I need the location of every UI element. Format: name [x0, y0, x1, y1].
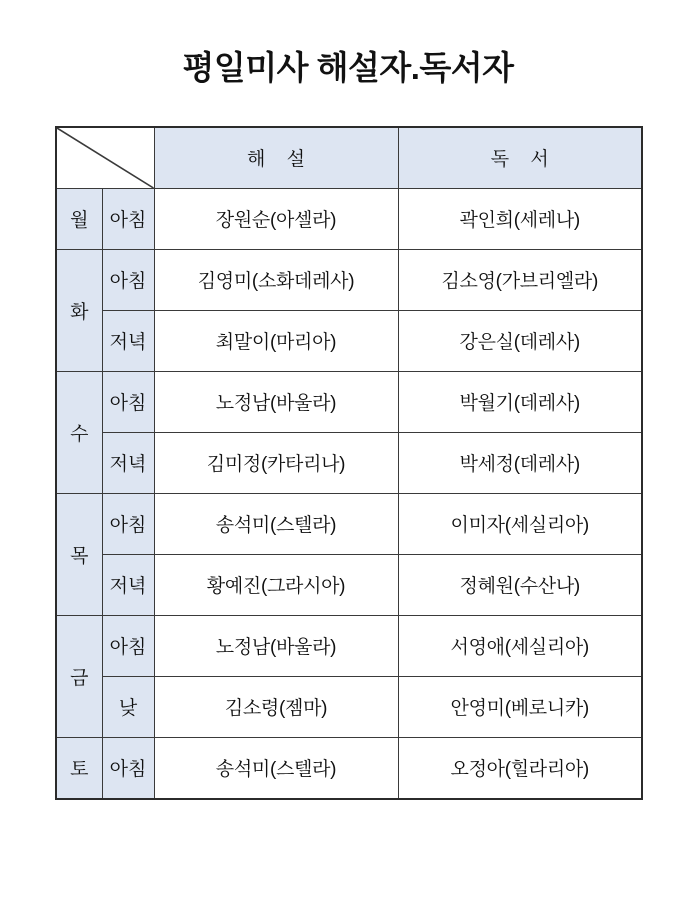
cell-time: 저녁 [102, 432, 154, 493]
cell-reading: 서영애(세실리아) [398, 615, 642, 676]
cell-reading: 김소영(가브리엘라) [398, 249, 642, 310]
cell-time: 아침 [102, 737, 154, 799]
table-row [56, 432, 642, 493]
table-row [56, 676, 642, 737]
cell-time: 아침 [102, 493, 154, 554]
cell-reading: 정혜원(수산나) [398, 554, 642, 615]
cell-time: 낮 [102, 676, 154, 737]
cell-narration: 송석미(스텔라) [154, 737, 398, 799]
cell-narration: 송석미(스텔라) [154, 493, 398, 554]
column-header-narration: 해 설 [154, 127, 398, 189]
cell-day: 금 [56, 615, 102, 737]
cell-time: 아침 [102, 371, 154, 432]
cell-reading: 곽인희(세레나) [398, 188, 642, 249]
table-row [56, 737, 642, 799]
table-header-row [56, 127, 642, 189]
cell-narration: 노정남(바울라) [154, 371, 398, 432]
cell-time: 아침 [102, 188, 154, 249]
table-row [56, 615, 642, 676]
column-header-reading: 독 서 [398, 127, 642, 189]
table-row [56, 493, 642, 554]
schedule-table [55, 126, 643, 800]
cell-day: 월 [56, 188, 102, 249]
cell-reading: 이미자(세실리아) [398, 493, 642, 554]
diagonal-slash-icon [57, 128, 154, 188]
table-row [56, 310, 642, 371]
cell-time: 아침 [102, 615, 154, 676]
page-title: 평일미사 해설자.독서자 [182, 49, 514, 86]
cell-reading: 안영미(베로니카) [398, 676, 642, 737]
cell-narration: 노정남(바울라) [154, 615, 398, 676]
cell-day: 수 [56, 371, 102, 493]
cell-time: 저녁 [102, 310, 154, 371]
cell-reading: 오정아(힐라리아) [398, 737, 642, 799]
cell-reading: 박세정(데레사) [398, 432, 642, 493]
table-row [56, 554, 642, 615]
cell-day: 목 [56, 493, 102, 615]
cell-time: 아침 [102, 249, 154, 310]
table-row [56, 249, 642, 310]
cell-reading: 강은실(데레사) [398, 310, 642, 371]
cell-time: 저녁 [102, 554, 154, 615]
cell-narration: 장원순(아셀라) [154, 188, 398, 249]
table-row [56, 188, 642, 249]
schedule-table-body [56, 127, 642, 799]
corner-cell [56, 127, 154, 189]
cell-narration: 김소령(젬마) [154, 676, 398, 737]
schedule-table-container [55, 126, 641, 800]
cell-narration: 최말이(마리아) [154, 310, 398, 371]
cell-narration: 김미정(카타리나) [154, 432, 398, 493]
document-page [0, 48, 696, 917]
cell-reading: 박월기(데레사) [398, 371, 642, 432]
cell-narration: 김영미(소화데레사) [154, 249, 398, 310]
cell-narration: 황예진(그라시아) [154, 554, 398, 615]
cell-day: 토 [56, 737, 102, 799]
cell-day: 화 [56, 249, 102, 371]
table-row [56, 371, 642, 432]
